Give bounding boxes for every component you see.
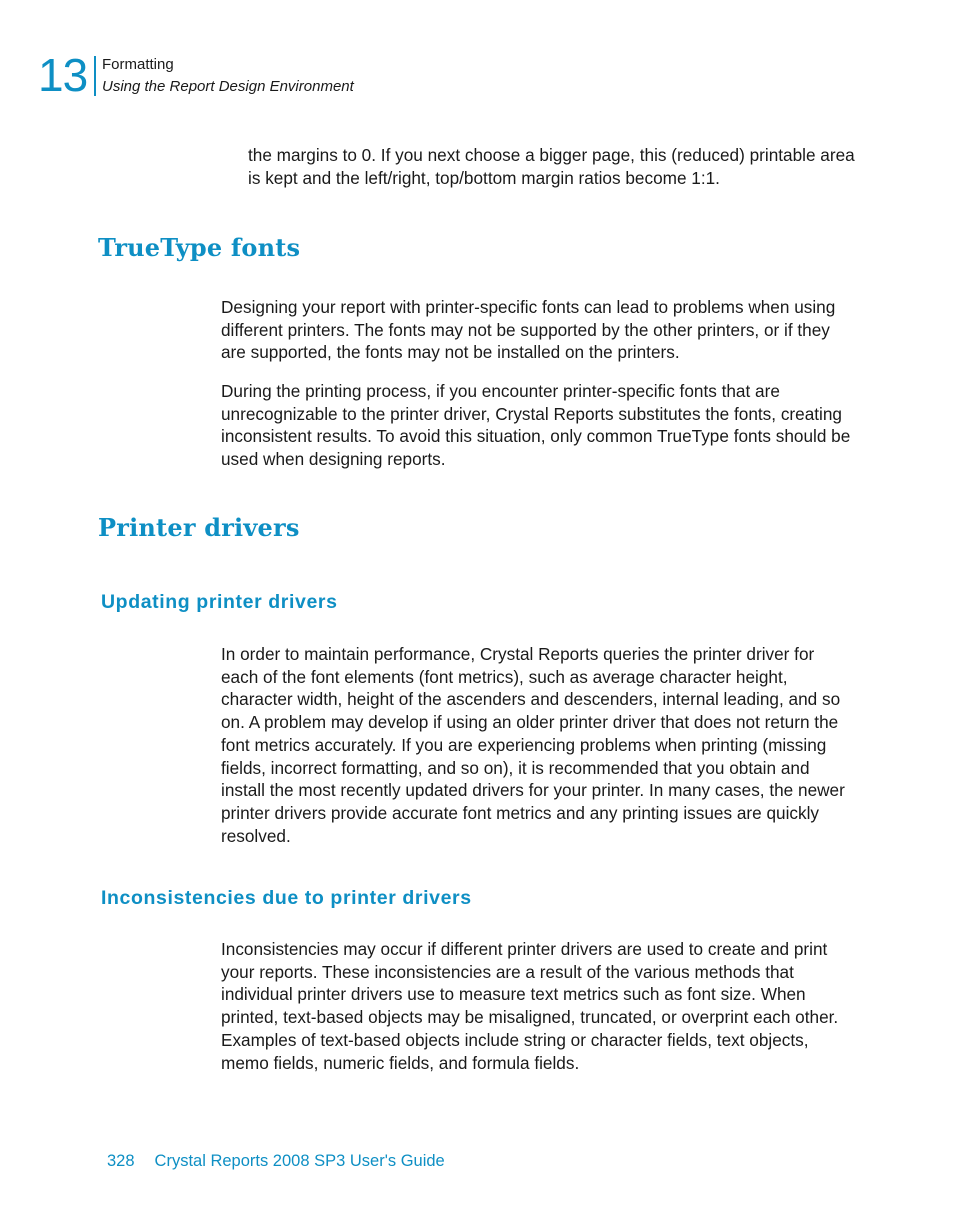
chapter-title: Formatting	[102, 56, 174, 73]
updating-paragraph: In order to maintain performance, Crystal Reports queries the printer driver for each of the font elements (font metrics), such as average character height, character width, height of the ascenders and descenders, internal leading, and so on. A problem may develop if using an older printer driver that does not return the font metrics accurately. If you are experiencing problems when printing (missing fields, incorrect formatting, and so on), it is recommended that you obtain and install the most recently updated drivers for your printer. In many cases, the newer printer drivers provide accurate font metrics and any printing issues are quickly resolved.	[221, 644, 845, 846]
inconsistencies-paragraph: Inconsistencies may occur if different printer drivers are used to create and print your reports. These inconsistencies are a result of the various methods that individual printer drivers use to measure text metrics such as font size. When printed, text-based objects may be misaligned, truncated, or overprint each other. Examples of text-based objects include string or character fields, text objects, memo fields, numeric fields, and formula fields.	[221, 939, 839, 1073]
book-title: Crystal Reports 2008 SP3 User's Guide	[154, 1152, 445, 1170]
intro-paragraph: the margins to 0. If you next choose a bigger page, this (reduced) printable area is kept and the left/right, top/bottom margin ratios become 1:1.	[248, 145, 855, 188]
heading-truetype-fonts: TrueType fonts	[98, 233, 301, 262]
chapter-number: 13	[38, 49, 88, 101]
truetype-paragraph-1: Designing your report with printer-specific fonts can lead to problems when using different printers. The fonts may not be supported by the other printers, or if they are supported, the fonts may not be installed on the printers.	[221, 297, 836, 363]
page-footer	[107, 1152, 445, 1171]
heading-updating-printer-drivers: Updating printer drivers	[101, 591, 338, 613]
page-number: 328	[107, 1152, 135, 1170]
heading-printer-drivers: Printer drivers	[98, 513, 300, 542]
header-divider	[94, 56, 96, 96]
section-title: Using the Report Design Environment	[102, 78, 354, 95]
heading-inconsistencies: Inconsistencies due to printer drivers	[101, 887, 472, 909]
truetype-paragraph-2: During the printing process, if you encounter printer-specific fonts that are unrecognizable to the printer driver, Crystal Reports substitutes the fonts, creating inconsistent results. To avoid this situation, only common TrueType fonts should be used when designing reports.	[221, 381, 851, 470]
